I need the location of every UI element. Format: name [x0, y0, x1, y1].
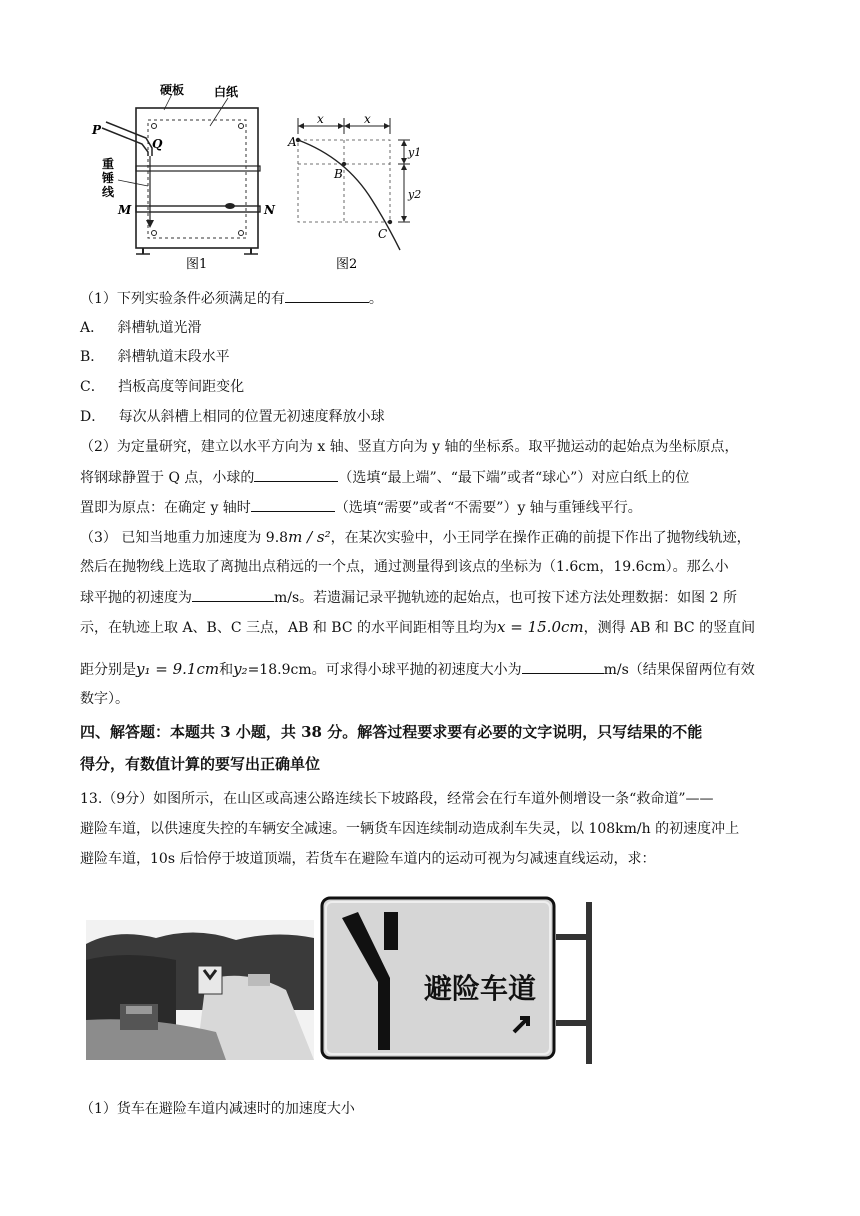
q3-line-3: 球平抛的初速度为 m/s。若遗漏记录平抛轨迹的起始点，也可按下述方法处理数据：如图 2 所	[80, 587, 780, 608]
q2-blank-1[interactable]	[254, 467, 338, 482]
q3-line-2: 然后在抛物线上选取了离抛出点稍远的一个点，通过测量得到该点的坐标为（1.6cm，19.6cm）。那么小	[80, 559, 729, 575]
label-b: B	[334, 167, 343, 181]
q13-line-1: 13.（9分）如图所示，在山区或高速公路连续长下坡路段，经常会在行车道外侧增设一条“救命道”——	[80, 791, 714, 807]
q3-blank-1[interactable]	[192, 587, 274, 602]
label-a: A	[288, 135, 297, 149]
q2-line-3: 置即为原点：在确定 y 轴时 （选填“需要”或者“不需要”）y 轴与重锤线平行。	[80, 497, 780, 518]
q3-line-1: （3） 已知当地重力加速度为 9.8m / s²，在某次实验中，小王同学在操作正确的前提下作出了抛物线轨迹，	[80, 528, 751, 546]
chute	[102, 128, 148, 156]
q13-line-2: 避险车道，以供速度失控的车辆安全减速。一辆货车因连续制动造成刹车失灵，以 108km/h 的初速度冲上	[80, 821, 740, 837]
hard-board	[136, 108, 258, 248]
escape-lane-road-photo	[86, 920, 314, 1060]
label-plumb-2: 锤	[102, 171, 115, 185]
section-4-heading-1: 四、解答题：本题共 3 小题，共 38 分。解答过程要求要有必要的文字说明，只写结果的不能	[80, 723, 703, 741]
q1-option-a[interactable]: A． 斜槽轨道光滑	[80, 320, 202, 336]
q1-answer-blank[interactable]	[285, 288, 369, 303]
q2-blank-2[interactable]	[251, 497, 335, 512]
math-y1: y₁ = 9.1cm	[136, 660, 220, 678]
escape-lane-sign-photo	[318, 882, 614, 1064]
q2-line-1: （2）为定量研究，建立以水平方向为 x 轴、竖直方向为 y 轴的坐标系。取平抛运动的起始点为坐标原点，	[80, 439, 739, 455]
q3-blank-2[interactable]	[522, 659, 604, 674]
label-paper: 白纸	[214, 85, 239, 99]
q1-stem: （1）下列实验条件必须满足的有 。	[80, 288, 780, 309]
gravity-unit: m / s²	[288, 528, 331, 546]
label-q: Q	[152, 137, 163, 151]
label-m: M	[118, 203, 132, 217]
figure-2	[286, 110, 426, 272]
figure-2-caption: 图2	[336, 257, 358, 272]
q3-line-5: 距分别是y₁ = 9.1cm和y₂=18.9cm。可求得小球平抛的初速度大小为 m/s（结果保留两位有效	[80, 660, 755, 678]
label-c: C	[378, 227, 388, 241]
white-paper	[148, 120, 246, 238]
math-y2: y₂	[233, 660, 248, 678]
baffle-mn	[136, 206, 260, 212]
figure-1-caption: 图1	[186, 257, 208, 272]
label-p: P	[92, 123, 102, 137]
q2-line-2: 将钢球静置于 Q 点，小球的 （选填“最上端”、“最下端”或者“球心”）对应白纸上的位	[80, 467, 780, 488]
label-plumb-3: 线	[102, 185, 115, 199]
math-x: x = 15.0cm	[497, 618, 584, 636]
label-x2: x	[364, 112, 371, 126]
sign-text: 避险车道	[424, 972, 537, 1005]
q1-option-b[interactable]: B． 斜槽轨道末段水平	[80, 349, 230, 365]
label-y2: y2	[408, 188, 422, 201]
label-plumb-1: 重	[102, 157, 115, 171]
label-n: N	[264, 203, 275, 217]
label-y1: y1	[408, 146, 422, 159]
label-x1: x	[317, 112, 324, 126]
label-board: 硬板	[160, 83, 185, 97]
q3-line-4: 示，在轨迹上取 A、B、C 三点，AB 和 BC 的水平间距相等且均为x = 15.0cm，测得 AB 和 BC 的竖直间	[80, 618, 756, 636]
q1-option-c[interactable]: C． 挡板高度等间距变化	[80, 379, 245, 395]
q13-sub-question-1: （1）货车在避险车道内减速时的加速度大小	[80, 1101, 355, 1117]
q13-line-3: 避险车道，10s 后恰停于坡道顶端，若货车在避险车道内的运动可视为匀减速直线运动，求：	[80, 851, 656, 867]
section-4-heading-2: 得分，有数值计算的要写出正确单位	[80, 755, 321, 773]
q1-option-d[interactable]: D． 每次从斜槽上相同的位置无初速度释放小球	[80, 409, 385, 425]
q3-line-6: 数字）。	[80, 691, 129, 707]
figure-1	[88, 82, 278, 272]
